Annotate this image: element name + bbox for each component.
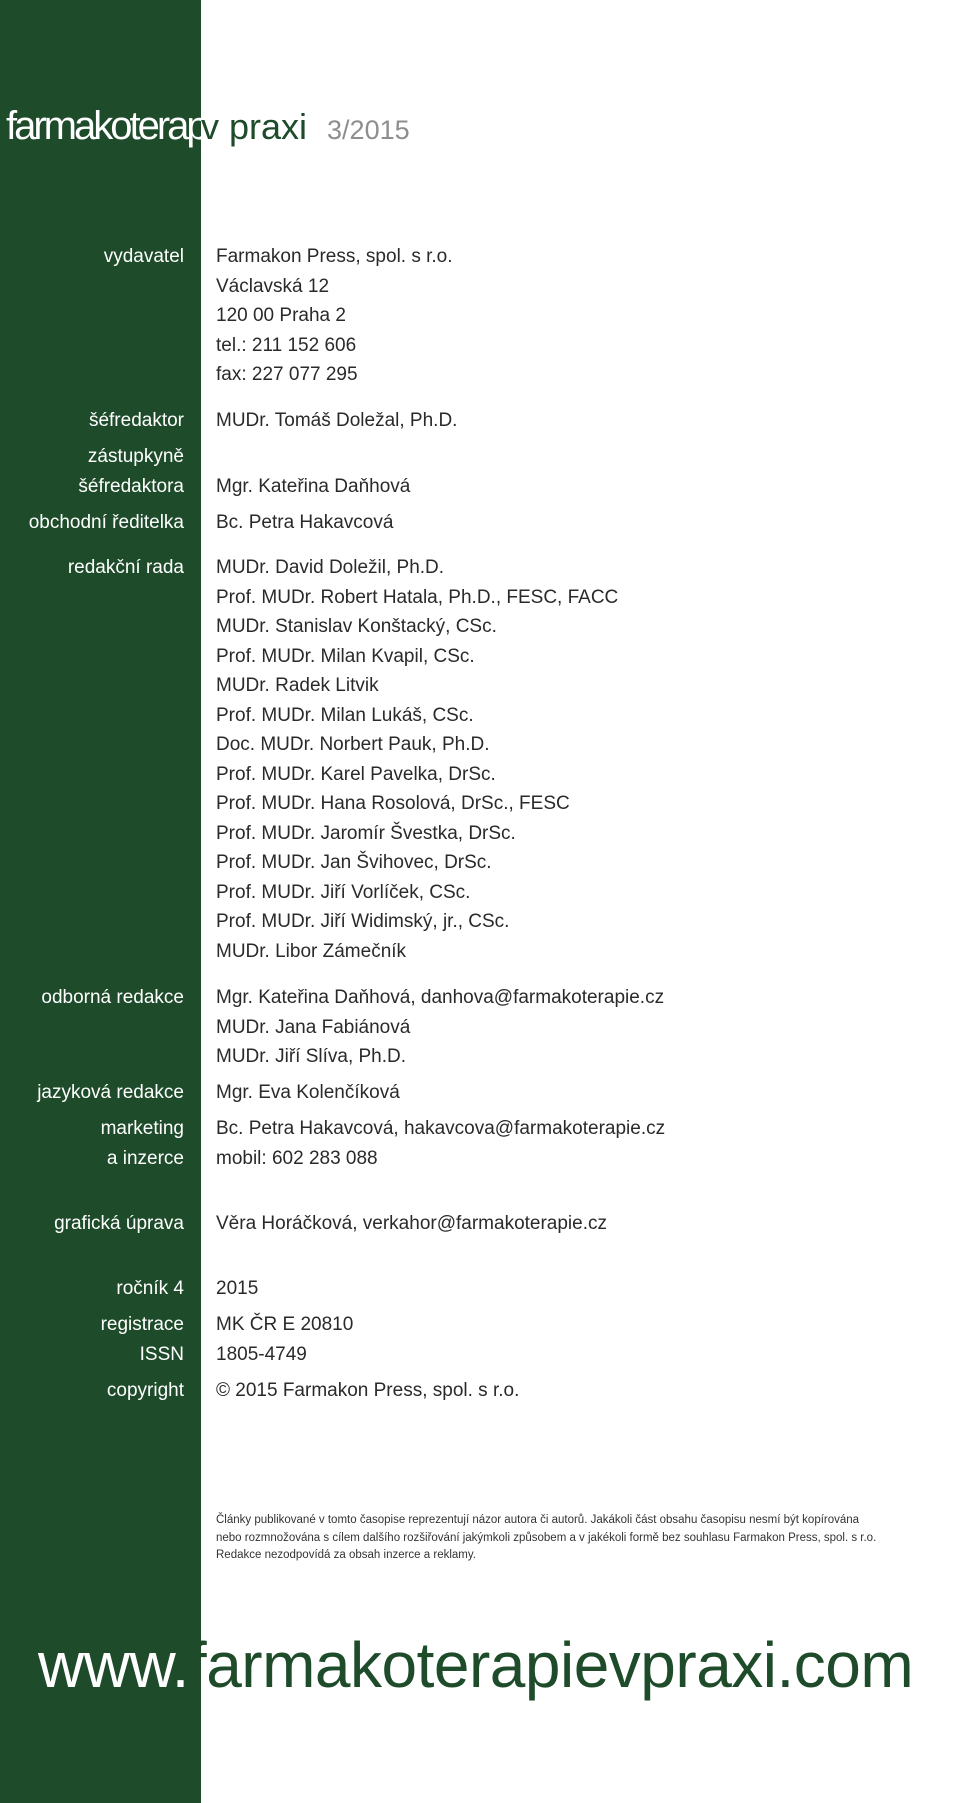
- value-line: MUDr. Radek Litvik: [216, 675, 379, 696]
- value-line: mobil: 602 283 088: [216, 1147, 378, 1169]
- value-line: © 2015 Farmakon Press, spol. s r.o.: [216, 1380, 520, 1401]
- value-line: Prof. MUDr. Jiří Widimský, jr., CSc.: [216, 911, 510, 932]
- masthead: [0, 104, 410, 164]
- section-label: jazyková redakce: [37, 1082, 184, 1103]
- section-values: [216, 406, 457, 436]
- legal-disclaimer: [216, 1512, 916, 1565]
- value-line: MUDr. Libor Zámečník: [216, 940, 407, 962]
- value-line: 120 00 Praha 2: [216, 305, 346, 326]
- section-values: [216, 508, 393, 538]
- value-line: Prof. MUDr. Jan Švihovec, DrSc.: [216, 852, 492, 873]
- section-label: redakční rada: [67, 557, 184, 578]
- value-line: Mgr. Kateřina Daňhová, danhova@farmakoterapie.cz: [216, 987, 665, 1008]
- section-label: obchodní ředitelka: [28, 512, 184, 533]
- value-line: Prof. MUDr. Milan Kvapil, CSc.: [216, 645, 475, 667]
- section-values: [216, 1310, 353, 1369]
- section-values: [216, 1274, 258, 1304]
- value-line: MK ČR E 20810: [216, 1314, 354, 1335]
- value-line: Prof. MUDr. Hana Rosolová, DrSc., FESC: [216, 793, 570, 814]
- value-line: MUDr. Tomáš Doležal, Ph.D.: [216, 410, 458, 431]
- value-line: MUDr. Jana Fabiánová: [216, 1016, 411, 1038]
- value-line: MUDr. Stanislav Konštacký, CSc.: [216, 616, 497, 637]
- value-line: Prof. MUDr. Milan Lukáš, CSc.: [216, 704, 474, 726]
- url-prefix: www.: [38, 1629, 189, 1701]
- value-line: 2015: [216, 1278, 259, 1299]
- value-line: Prof. MUDr. Jiří Vorlíček, CSc.: [216, 881, 471, 903]
- section-values: [216, 1078, 400, 1108]
- disclaimer-line: nebo rozmnožována s cílem dalšího rozšiřování jakýmkoli způsobem a v jakékoli formě bez souhlasu Farmakon Press, spol. s r.o.: [216, 1531, 877, 1544]
- section-values: [216, 472, 410, 502]
- section-label: ročník 4: [116, 1278, 184, 1299]
- section-values: [216, 1114, 665, 1173]
- section-label: grafická úprava: [54, 1213, 184, 1234]
- section-label: zástupkyně šéfredaktora: [78, 446, 184, 497]
- value-line: Bc. Petra Hakavcová: [216, 512, 394, 533]
- journal-logo: farmakoterapie: [6, 104, 231, 148]
- section-values: [216, 242, 453, 390]
- value-line: Doc. MUDr. Norbert Pauk, Ph.D.: [216, 734, 490, 755]
- url-domain: farmakoterapievpraxi.com: [188, 1629, 914, 1701]
- value-line: Prof. MUDr. Karel Pavelka, DrSc.: [216, 763, 496, 785]
- value-line: MUDr. Jiří Slíva, Ph.D.: [216, 1046, 407, 1067]
- section-label: vydavatel: [103, 246, 184, 267]
- value-line: tel.: 211 152 606: [216, 334, 357, 356]
- section-values: [216, 1376, 519, 1406]
- value-line: Václavská 12: [216, 275, 330, 297]
- value-line: Mgr. Eva Kolenčíková: [216, 1082, 400, 1103]
- disclaimer-line: Články publikované v tomto časopise reprezentují názor autora či autorů. Jakákoli část obsahu časopisu nesmí být kopírována: [216, 1514, 860, 1526]
- section-label: šéfredaktor: [88, 410, 184, 431]
- website-url[interactable]: [38, 1628, 913, 1702]
- disclaimer-line: Redakce nezodpovídá za obsah inzerce a reklamy.: [216, 1549, 476, 1561]
- section-values: [216, 1209, 607, 1239]
- section-values: [216, 983, 664, 1072]
- value-line: Mgr. Kateřina Daňhová: [216, 475, 411, 497]
- value-line: Bc. Petra Hakavcová, hakavcova@farmakoterapie.cz: [216, 1118, 666, 1139]
- value-line: 1805-4749: [216, 1343, 307, 1365]
- issue-number: 3/2015: [327, 115, 410, 145]
- section-label: marketing a inzerce: [100, 1118, 184, 1169]
- section-label: registrace ISSN: [100, 1314, 184, 1365]
- value-line: Farmakon Press, spol. s r.o.: [216, 246, 453, 267]
- value-line: Věra Horáčková, verkahor@farmakoterapie.cz: [216, 1213, 608, 1234]
- section-values: [216, 553, 618, 966]
- section-label: copyright: [106, 1380, 184, 1401]
- value-line: MUDr. David Doležil, Ph.D.: [216, 557, 445, 578]
- section-label: odborná redakce: [41, 987, 184, 1008]
- value-line: Prof. MUDr. Jaromír Švestka, DrSc.: [216, 822, 516, 844]
- value-line: fax: 227 077 295: [216, 364, 358, 385]
- value-line: Prof. MUDr. Robert Hatala, Ph.D., FESC, FACC: [216, 586, 619, 608]
- journal-title: v praxi: [201, 106, 308, 147]
